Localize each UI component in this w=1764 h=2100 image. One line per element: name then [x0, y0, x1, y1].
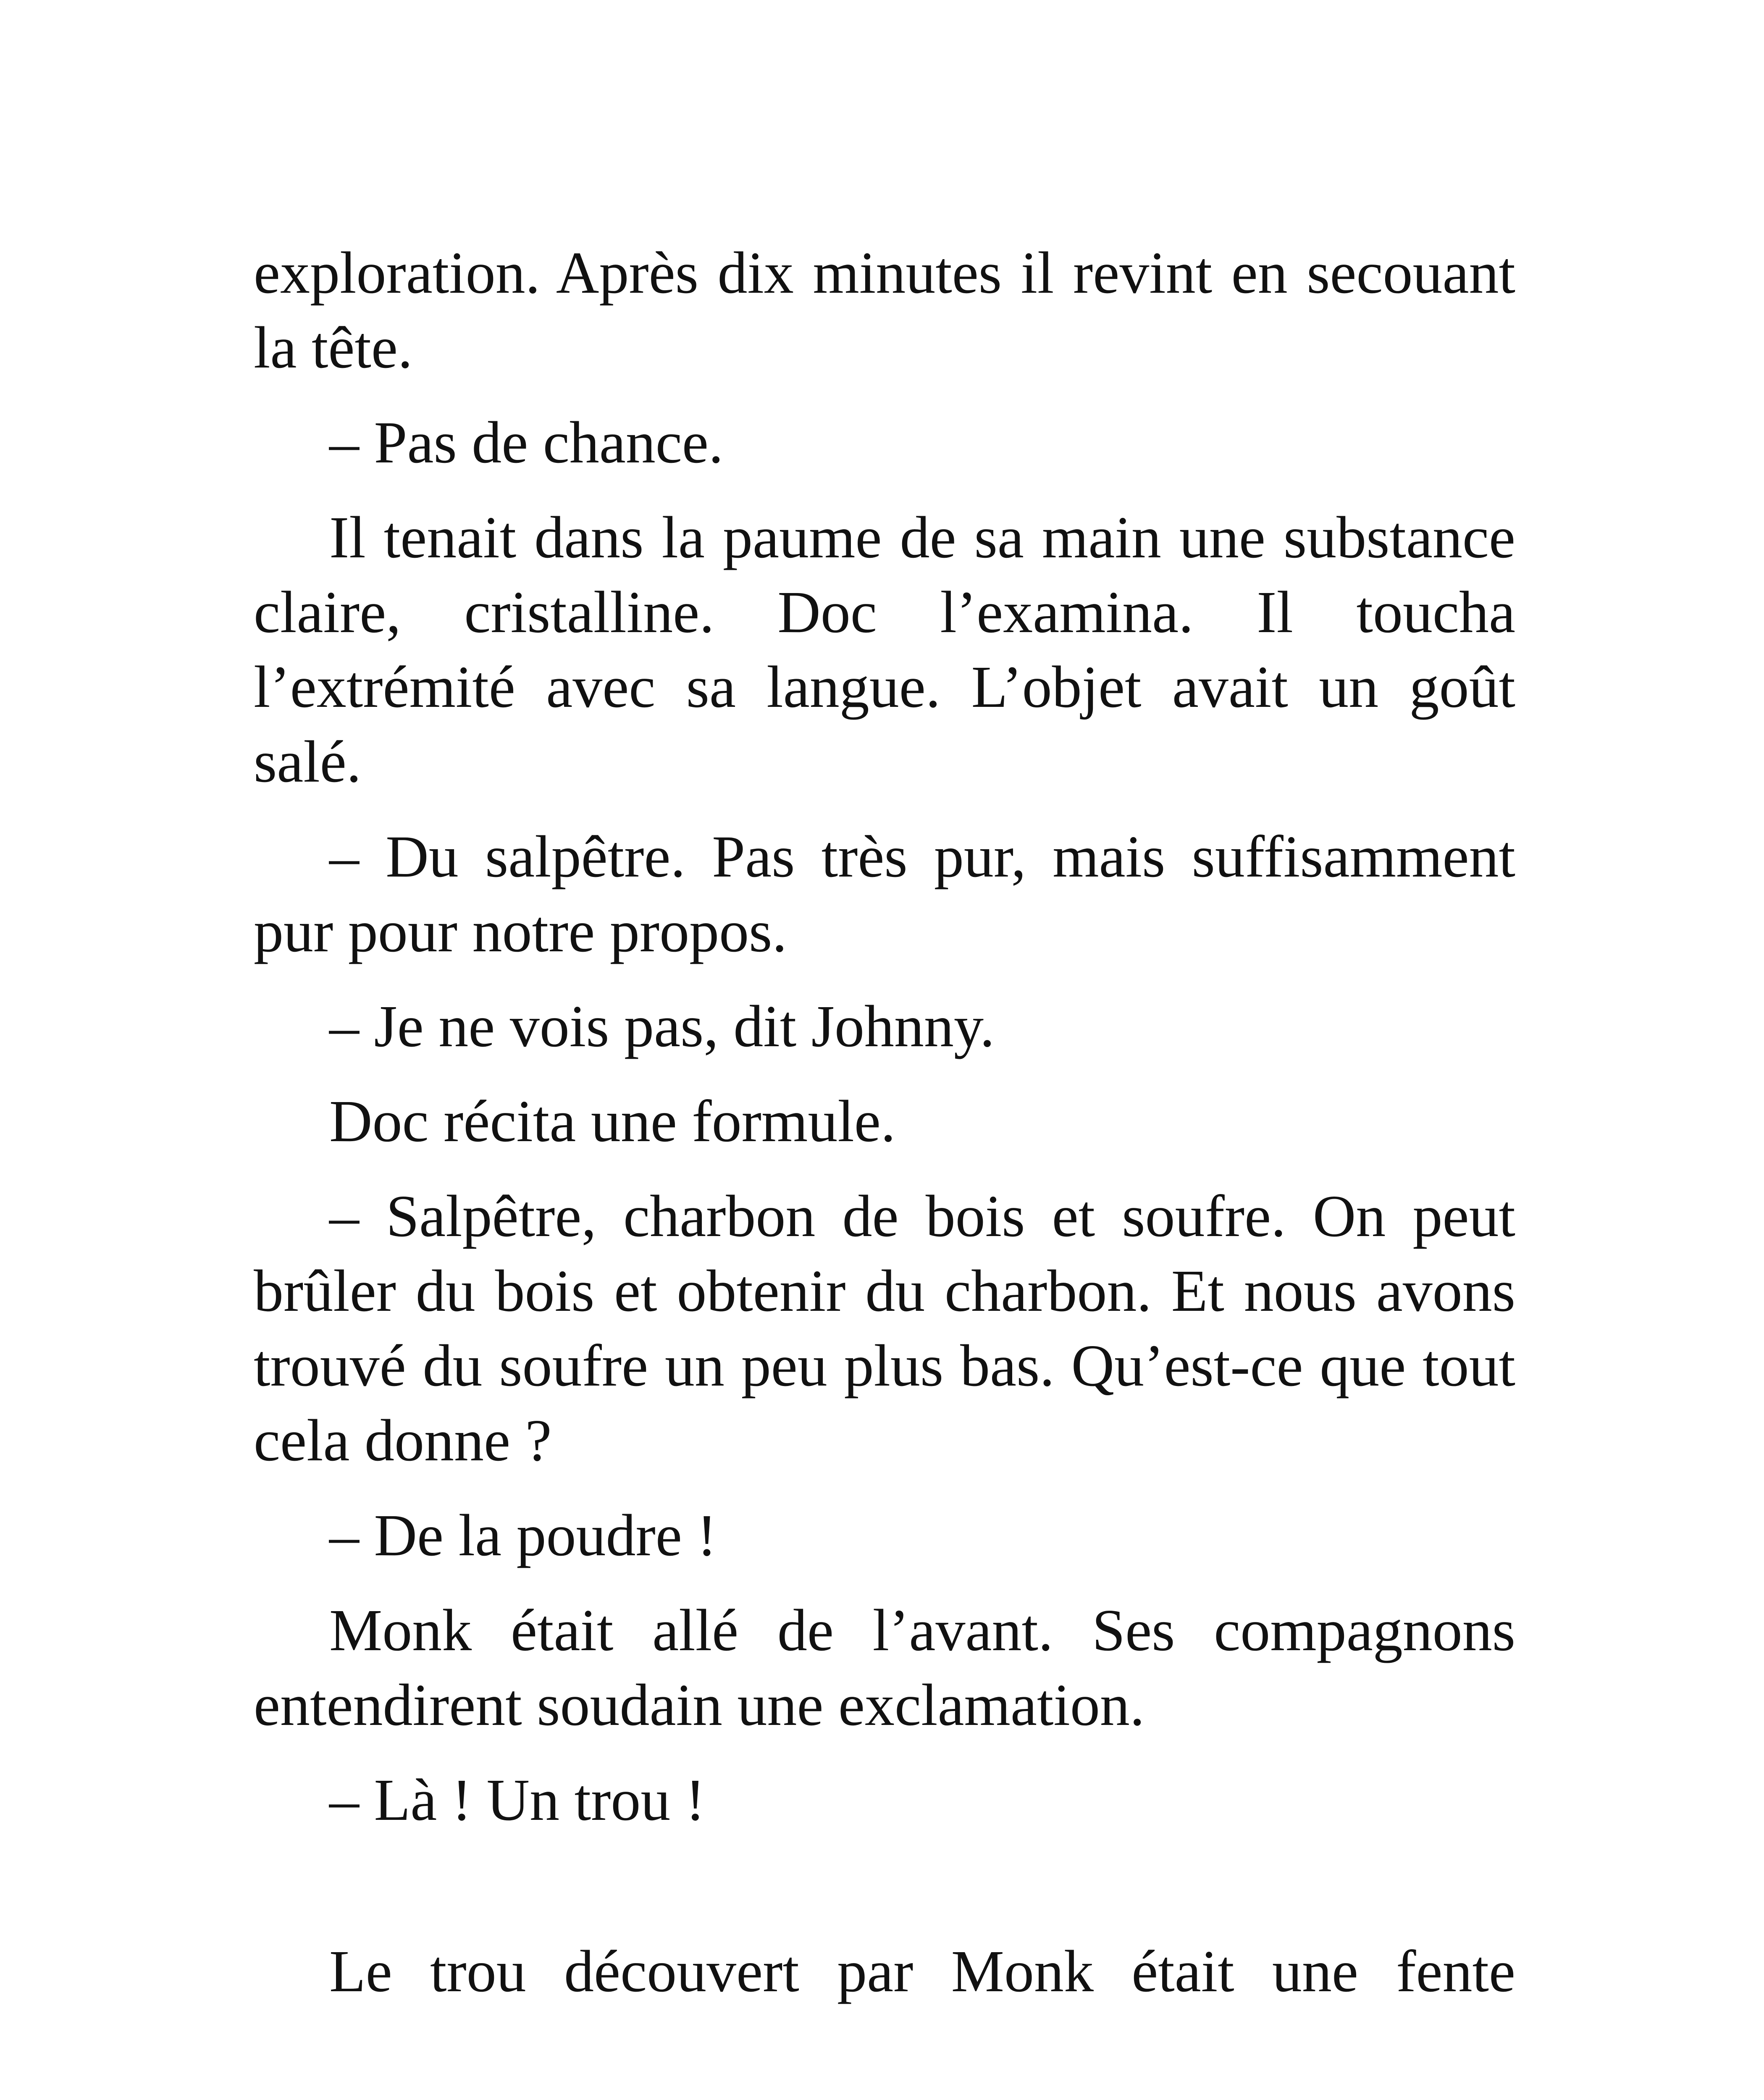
- dialogue-paragraph: – Du salpêtre. Pas très pur, mais suffisamment pur pour notre propos.: [254, 823, 1515, 964]
- paragraph: Il tenait dans la paume de sa main une substance claire, cristalline. Doc l’examina. Il toucha l’extrémité avec sa langue. L’objet avait un goût salé.: [254, 504, 1515, 795]
- page-body: [254, 235, 1515, 2008]
- dialogue-paragraph: – Salpêtre, charbon de bois et soufre. On peut brûler du bois et obtenir du charbon. Et nous avons trouvé du soufre un peu plus bas. Qu’est-ce que tout cela donne ?: [254, 1183, 1515, 1473]
- paragraph-continuation: exploration. Après dix minutes il revint en secouant la tête.: [254, 239, 1515, 381]
- dialogue-paragraph: – De la poudre !: [329, 1502, 717, 1568]
- dialogue-paragraph: – Là ! Un trou !: [329, 1767, 706, 1833]
- paragraph: Monk était allé de l’avant. Ses compagnons entendirent soudain une exclamation.: [254, 1597, 1515, 1738]
- paragraph-section-start: Le trou découvert par Monk était une fente: [329, 1938, 1515, 2004]
- dialogue-paragraph: – Pas de chance.: [329, 409, 724, 475]
- dialogue-paragraph: – Je ne vois pas, dit Johnny.: [329, 993, 995, 1059]
- paragraph: Doc récita une formule.: [329, 1088, 896, 1154]
